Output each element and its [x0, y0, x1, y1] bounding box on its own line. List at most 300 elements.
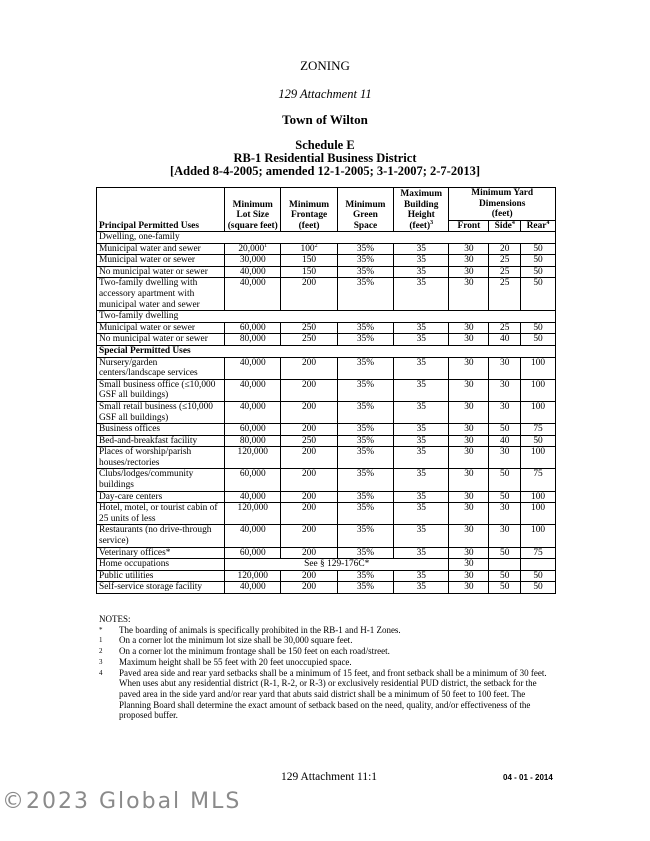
cell-green-space-value: 35%	[356, 322, 375, 333]
cell-side	[489, 435, 521, 447]
cell-side	[489, 278, 521, 311]
cell-rear-value: 75	[533, 469, 543, 480]
col-header-lot-size	[225, 188, 281, 232]
table-row	[97, 503, 556, 525]
cell-side	[489, 266, 521, 278]
cell-green-space-value: 35%	[356, 447, 375, 458]
cell-use	[97, 401, 225, 423]
col-header-lot-size-line2: Lot Size	[236, 210, 270, 220]
cell-lot-size	[225, 266, 281, 278]
cell-height-value: 35	[416, 570, 426, 581]
col-header-yard-line2: Dimensions	[479, 198, 526, 209]
cell-use	[97, 447, 225, 469]
cell-side	[489, 447, 521, 469]
cell-front-value: 30	[464, 525, 474, 536]
cell-lot-size-value: 40,000	[239, 491, 266, 502]
cell-side	[489, 243, 521, 255]
cell-side-value: 50	[500, 547, 510, 558]
cell-green-space-value: 35%	[356, 357, 375, 368]
cell-rear-value: 75	[533, 547, 543, 558]
cell-height	[394, 582, 449, 594]
cell-height	[394, 447, 449, 469]
cell-lot-size-value: 40,000	[239, 357, 266, 368]
table-section-row	[97, 311, 556, 323]
cell-green-space-value: 35%	[356, 491, 375, 502]
table-section-row	[97, 232, 556, 244]
cell-lot-size	[225, 357, 281, 379]
note-marker: 3	[99, 657, 103, 666]
note-marker: 2	[99, 647, 103, 656]
cell-front	[449, 503, 489, 525]
cell-front	[449, 547, 489, 559]
note-text: Paved area side and rear yard setbacks shall be a minimum of 15 feet, and front setback shall be a minimum of 30 feet. When uses abut any residential district (R-1, R-2, or R-3) or exclusively residential PUD district, the setback for the paved area in the side yard and/or rear yard that abuts said district shall be a minimum of 50 feet to 100 feet. The Planning Board shall determine the exact amount of setback based on the need, quality, and/or effectiveness of the proposed buffer.	[119, 667, 547, 721]
col-header-green-line1: Minimum	[345, 199, 386, 210]
cell-use-value: Business offices	[99, 424, 161, 435]
cell-frontage-value: 100	[300, 243, 315, 254]
cell-use-value: Self-service storage facility	[99, 582, 203, 593]
cell-height-value: 35	[416, 525, 426, 536]
cell-frontage-value: 200	[302, 357, 317, 368]
cell-frontage	[281, 266, 337, 278]
attachment-label: 129 Attachment 11	[278, 87, 372, 101]
cell-green-space-value: 35%	[356, 570, 375, 581]
cell-height	[394, 424, 449, 436]
col-header-frontage	[281, 188, 337, 232]
cell-green-space-value: 35%	[356, 469, 375, 480]
cell-frontage	[281, 278, 337, 311]
cell-front	[449, 357, 489, 379]
cell-front-value: 30	[464, 322, 474, 333]
cell-height-value: 35	[416, 491, 426, 502]
col-header-height-line3: Height	[407, 210, 435, 220]
col-header-frontage-line1: Minimum	[289, 199, 330, 210]
footnote-ref-4: 4	[511, 219, 515, 226]
cell-frontage-value: 200	[302, 547, 317, 558]
table-row	[97, 401, 556, 423]
cell-lot-size	[225, 278, 281, 311]
cell-front	[449, 401, 489, 423]
cell-height	[394, 401, 449, 423]
cell-side-value: 30	[500, 401, 510, 412]
cell-height	[394, 322, 449, 334]
cell-use	[97, 582, 225, 594]
cell-rear-value: 50	[533, 322, 543, 333]
cell-use	[97, 357, 225, 379]
cell-height-value: 35	[416, 469, 426, 480]
cell-side	[489, 401, 521, 423]
section-label: Two-family dwelling	[97, 311, 556, 323]
cell-height-value: 35	[416, 357, 426, 368]
cell-front	[449, 379, 489, 401]
cell-use-value: Two-family dwelling with accessory apartment with municipal water and sewer	[99, 278, 200, 310]
cell-use	[97, 322, 225, 334]
cell-side	[489, 255, 521, 267]
cell-frontage-value: 150	[302, 255, 317, 266]
cell-frontage	[281, 503, 337, 525]
cell-front-value: 30	[464, 278, 474, 289]
cell-green-space	[337, 447, 393, 469]
cell-height	[394, 334, 449, 346]
cell-height-value: 35	[416, 379, 426, 390]
col-header-height-line1: Maximum	[400, 189, 443, 199]
cell-frontage-value: 200	[302, 278, 317, 289]
cell-side-value: 30	[500, 379, 510, 390]
cell-frontage-value: 200	[302, 401, 317, 412]
cell-frontage	[281, 547, 337, 559]
col-header-height-line2: Building	[404, 199, 439, 210]
cell-side	[489, 570, 521, 582]
cell-use-value: Veterinary offices*	[99, 547, 171, 558]
cell-use-value: Municipal water or sewer	[99, 322, 196, 333]
cell-green-space	[337, 255, 393, 267]
cell-front	[449, 491, 489, 503]
cell-frontage-value: 200	[302, 379, 317, 390]
cell-use-value: No municipal water or sewer	[99, 266, 208, 277]
cell-lot-size-value: 120,000	[237, 447, 268, 458]
cell-green-space-value: 35%	[356, 582, 375, 593]
page-footer-date: 04 - 01 - 2014	[503, 773, 553, 782]
cell-lot-size-value: 120,000	[237, 503, 268, 514]
cell-front	[449, 334, 489, 346]
cell-use	[97, 278, 225, 311]
cell-rear	[521, 357, 556, 379]
cell-lot-size	[225, 469, 281, 491]
cell-height-value: 35	[416, 435, 426, 446]
cell-green-space-value: 35%	[356, 255, 375, 266]
cell-side-value: 50	[500, 491, 510, 502]
cell-lot-size-value: 40,000	[239, 401, 266, 412]
cell-rear-value: 75	[533, 424, 543, 435]
cell-use-value: Bed-and-breakfast facility	[99, 435, 198, 446]
cell-lot-size	[225, 424, 281, 436]
cell-rear	[521, 547, 556, 559]
section-label: Special Permitted Uses	[97, 345, 556, 357]
note-item	[99, 646, 559, 657]
cell-green-space	[337, 424, 393, 436]
footnote-ref: 1	[264, 242, 268, 249]
cell-front-value: 30	[464, 435, 474, 446]
cell-front-value: 30	[464, 424, 474, 435]
cell-rear	[521, 503, 556, 525]
cell-lot-size-value: 80,000	[239, 334, 266, 345]
cell-height	[394, 503, 449, 525]
cell-frontage-value: 200	[302, 424, 317, 435]
amendment-history: [Added 8-4-2005; amended 12-1-2005; 3-1-2007; 2-7-2013]	[169, 164, 481, 178]
cell-frontage-value: 150	[302, 266, 317, 277]
cell-use	[97, 503, 225, 525]
cell-height-value: 35	[416, 424, 426, 435]
cell-frontage	[281, 255, 337, 267]
cell-green-space-value: 35%	[356, 379, 375, 390]
cell-front	[449, 255, 489, 267]
cell-green-space-value: 35%	[356, 525, 375, 536]
cell-frontage	[281, 582, 337, 594]
cell-height	[394, 570, 449, 582]
cell-side-value: 50	[500, 582, 510, 593]
cell-height	[394, 525, 449, 547]
cell-use	[97, 243, 225, 255]
table-row	[97, 491, 556, 503]
cell-rear-value: 50	[533, 435, 543, 446]
cell-use	[97, 491, 225, 503]
cell-green-space-value: 35%	[356, 401, 375, 412]
cell-height	[394, 435, 449, 447]
town-name: Town of Wilton	[282, 112, 368, 127]
cell-front	[449, 435, 489, 447]
cell-lot-size-value: 60,000	[239, 469, 266, 480]
cell-use-value: Municipal water and sewer	[99, 243, 201, 254]
cell-lot-size-value: 60,000	[239, 547, 266, 558]
cell-lot-size-value: 40,000	[239, 266, 266, 277]
cell-lot-size	[225, 503, 281, 525]
cell-frontage-value: 250	[302, 334, 317, 345]
cell-rear	[521, 447, 556, 469]
cell-rear-value: 100	[531, 503, 546, 514]
col-header-lot-size-line3: (square feet)	[227, 220, 278, 231]
cell-height	[394, 255, 449, 267]
cell-green-space	[337, 547, 393, 559]
cell-rear	[521, 424, 556, 436]
cell-use-value: No municipal water or sewer	[99, 334, 208, 345]
cell-side	[489, 503, 521, 525]
cell-side	[489, 424, 521, 436]
table-row	[97, 266, 556, 278]
cell-use-value: Clubs/lodges/community buildings	[99, 469, 194, 491]
cell-rear-value: 50	[533, 266, 543, 277]
cell-height-value: 35	[416, 503, 426, 514]
cell-front-value: 30	[464, 582, 474, 593]
cell-side-value: 50	[500, 570, 510, 581]
cell-rear	[521, 559, 556, 571]
cell-height-value: 35	[416, 447, 426, 458]
col-header-green-line2: Green	[353, 210, 378, 220]
cell-rear	[521, 379, 556, 401]
cell-front	[449, 525, 489, 547]
cell-rear	[521, 435, 556, 447]
cell-side-value: 30	[500, 357, 510, 368]
table-row	[97, 447, 556, 469]
cell-front	[449, 322, 489, 334]
cell-rear-value: 100	[531, 525, 546, 536]
note-marker: *	[99, 625, 103, 634]
cell-lot-size-value: 80,000	[239, 435, 266, 446]
col-header-uses: Principal Permitted Uses	[97, 188, 225, 232]
cell-side-value: 25	[500, 278, 510, 289]
cell-rear	[521, 322, 556, 334]
cell-lot-size	[225, 322, 281, 334]
cell-use-value: Small business office (≤10,000 GSF all buildings)	[99, 379, 216, 401]
col-header-yard-group	[449, 188, 556, 221]
cell-green-space	[337, 357, 393, 379]
cell-side-value: 20	[500, 243, 510, 254]
cell-frontage	[281, 435, 337, 447]
cell-green-space-value: 35%	[356, 547, 375, 558]
cell-frontage	[281, 570, 337, 582]
cell-side-value: 40	[500, 435, 510, 446]
cell-lot-size-value: 40,000	[239, 525, 266, 536]
cell-green-space-value: 35%	[356, 503, 375, 514]
cell-front-value: 30	[464, 401, 474, 412]
table-row	[97, 255, 556, 267]
cell-frontage-value: 200	[302, 582, 317, 593]
table-row	[97, 334, 556, 346]
cell-lot-size-value: 40,000	[239, 582, 266, 593]
cell-front-value: 30	[464, 469, 474, 480]
table-row	[97, 559, 556, 571]
cell-green-space	[337, 278, 393, 311]
cell-rear-value: 50	[533, 255, 543, 266]
notes-heading: NOTES:	[99, 614, 131, 624]
cell-front-value: 30	[464, 357, 474, 368]
note-item	[99, 625, 559, 636]
cell-rear-value: 100	[531, 379, 546, 390]
note-text: On a corner lot the minimum frontage shall be 150 feet on each road/street.	[119, 646, 390, 657]
cell-green-space-value: 35%	[356, 266, 375, 277]
cell-side-value: 30	[500, 503, 510, 514]
cell-side-value: 40	[500, 334, 510, 345]
cell-green-space	[337, 401, 393, 423]
cell-rear	[521, 243, 556, 255]
cell-height	[394, 243, 449, 255]
cell-lot-size-value: 120,000	[237, 570, 268, 581]
cell-front-value: 30	[464, 503, 474, 514]
cell-rear	[521, 570, 556, 582]
cell-use-value: Small retail business (≤10,000 GSF all buildings)	[99, 401, 213, 423]
cell-frontage-value: 200	[302, 491, 317, 502]
cell-rear	[521, 469, 556, 491]
cell-frontage	[281, 401, 337, 423]
cell-frontage	[281, 243, 337, 255]
table-row	[97, 243, 556, 255]
cell-green-space	[337, 582, 393, 594]
cell-use-value: Places of worship/parish houses/rectories	[99, 447, 192, 468]
cell-front	[449, 469, 489, 491]
cell-side-value: 50	[500, 424, 510, 435]
cell-rear	[521, 278, 556, 311]
table-row	[97, 357, 556, 379]
cell-rear-value: 100	[531, 491, 546, 502]
cell-lot-size	[225, 255, 281, 267]
cell-lot-size	[225, 334, 281, 346]
cell-use	[97, 255, 225, 267]
cell-height	[394, 379, 449, 401]
cell-rear-value: 50	[533, 334, 543, 345]
cell-frontage-value: 200	[302, 570, 317, 581]
table-row	[97, 547, 556, 559]
cell-lot-size	[225, 401, 281, 423]
cell-frontage	[281, 525, 337, 547]
cell-height-value: 35	[416, 547, 426, 558]
cell-side	[489, 379, 521, 401]
cell-frontage	[281, 424, 337, 436]
notes-section	[99, 614, 559, 721]
cell-side-value: 30	[500, 525, 510, 536]
page-footer-number: 129 Attachment 11:1	[281, 771, 378, 783]
cell-rear-value: 50	[533, 582, 543, 593]
cell-side	[489, 469, 521, 491]
cell-green-space	[337, 322, 393, 334]
cell-side	[489, 357, 521, 379]
cell-front-value: 30	[464, 243, 474, 254]
cell-green-space	[337, 379, 393, 401]
cell-side-value: 25	[500, 255, 510, 266]
cell-green-space-value: 35%	[356, 243, 375, 254]
cell-front	[449, 266, 489, 278]
cell-use	[97, 379, 225, 401]
cell-use-value: Nursery/garden centers/landscape services	[99, 357, 198, 379]
table-row	[97, 435, 556, 447]
note-text: On a corner lot the minimum lot size shall be 30,000 square feet.	[119, 635, 353, 646]
cell-use	[97, 570, 225, 582]
cell-front	[449, 570, 489, 582]
col-header-frontage-line3: (feet)	[298, 220, 320, 231]
cell-front-value: 30	[464, 447, 474, 458]
cell-frontage	[281, 447, 337, 469]
cell-front-value: 30	[464, 559, 474, 570]
cell-lot-size-value: 40,000	[239, 278, 266, 289]
cell-frontage-value: 250	[302, 322, 317, 333]
cell-use-value: Public utilities	[99, 570, 154, 581]
cell-front-value: 30	[464, 379, 474, 390]
table-row	[97, 322, 556, 334]
note-item	[99, 635, 559, 646]
footnote-ref-3: 3	[430, 219, 434, 226]
note-marker: 4	[99, 668, 103, 677]
cell-front	[449, 424, 489, 436]
cell-height	[394, 547, 449, 559]
cell-use-value: Day-care centers	[99, 491, 163, 502]
cell-height-value: 35	[416, 334, 426, 345]
cell-use-value: Municipal water or sewer	[99, 255, 196, 266]
col-header-lot-size-line1: Minimum	[232, 199, 273, 210]
cell-rear-value: 50	[533, 278, 543, 289]
cell-use	[97, 547, 225, 559]
cell-green-space	[337, 435, 393, 447]
cell-front	[449, 278, 489, 311]
col-header-height	[394, 188, 449, 232]
col-header-side	[489, 220, 521, 232]
cell-lot-size	[225, 243, 281, 255]
cell-lot-size	[225, 379, 281, 401]
district-title: RB-1 Residential Business District	[233, 151, 417, 165]
cell-side	[489, 322, 521, 334]
table-section-row	[97, 345, 556, 357]
section-label: Dwelling, one-family	[97, 232, 556, 244]
cell-height-value: 35	[416, 255, 426, 266]
cell-rear	[521, 582, 556, 594]
cell-rear	[521, 491, 556, 503]
col-header-yard-line3: (feet)	[491, 209, 513, 219]
note-marker: 1	[99, 636, 103, 645]
cell-rear-value: 100	[531, 401, 546, 412]
col-header-rear	[521, 220, 556, 232]
cell-frontage-value: 200	[302, 503, 317, 514]
cell-height	[394, 266, 449, 278]
cell-side-value: 25	[500, 266, 510, 277]
table-row	[97, 278, 556, 311]
cell-use-value: Home occupations	[99, 559, 170, 570]
cell-use	[97, 469, 225, 491]
cell-frontage	[281, 322, 337, 334]
note-item	[99, 668, 559, 722]
col-header-height-line4: (feet)	[409, 220, 431, 231]
cell-green-space-value: 35%	[356, 435, 375, 446]
cell-side	[489, 547, 521, 559]
cell-use	[97, 559, 225, 571]
cell-front	[449, 559, 489, 571]
col-header-frontage-line2: Frontage	[290, 210, 328, 220]
cell-height	[394, 357, 449, 379]
